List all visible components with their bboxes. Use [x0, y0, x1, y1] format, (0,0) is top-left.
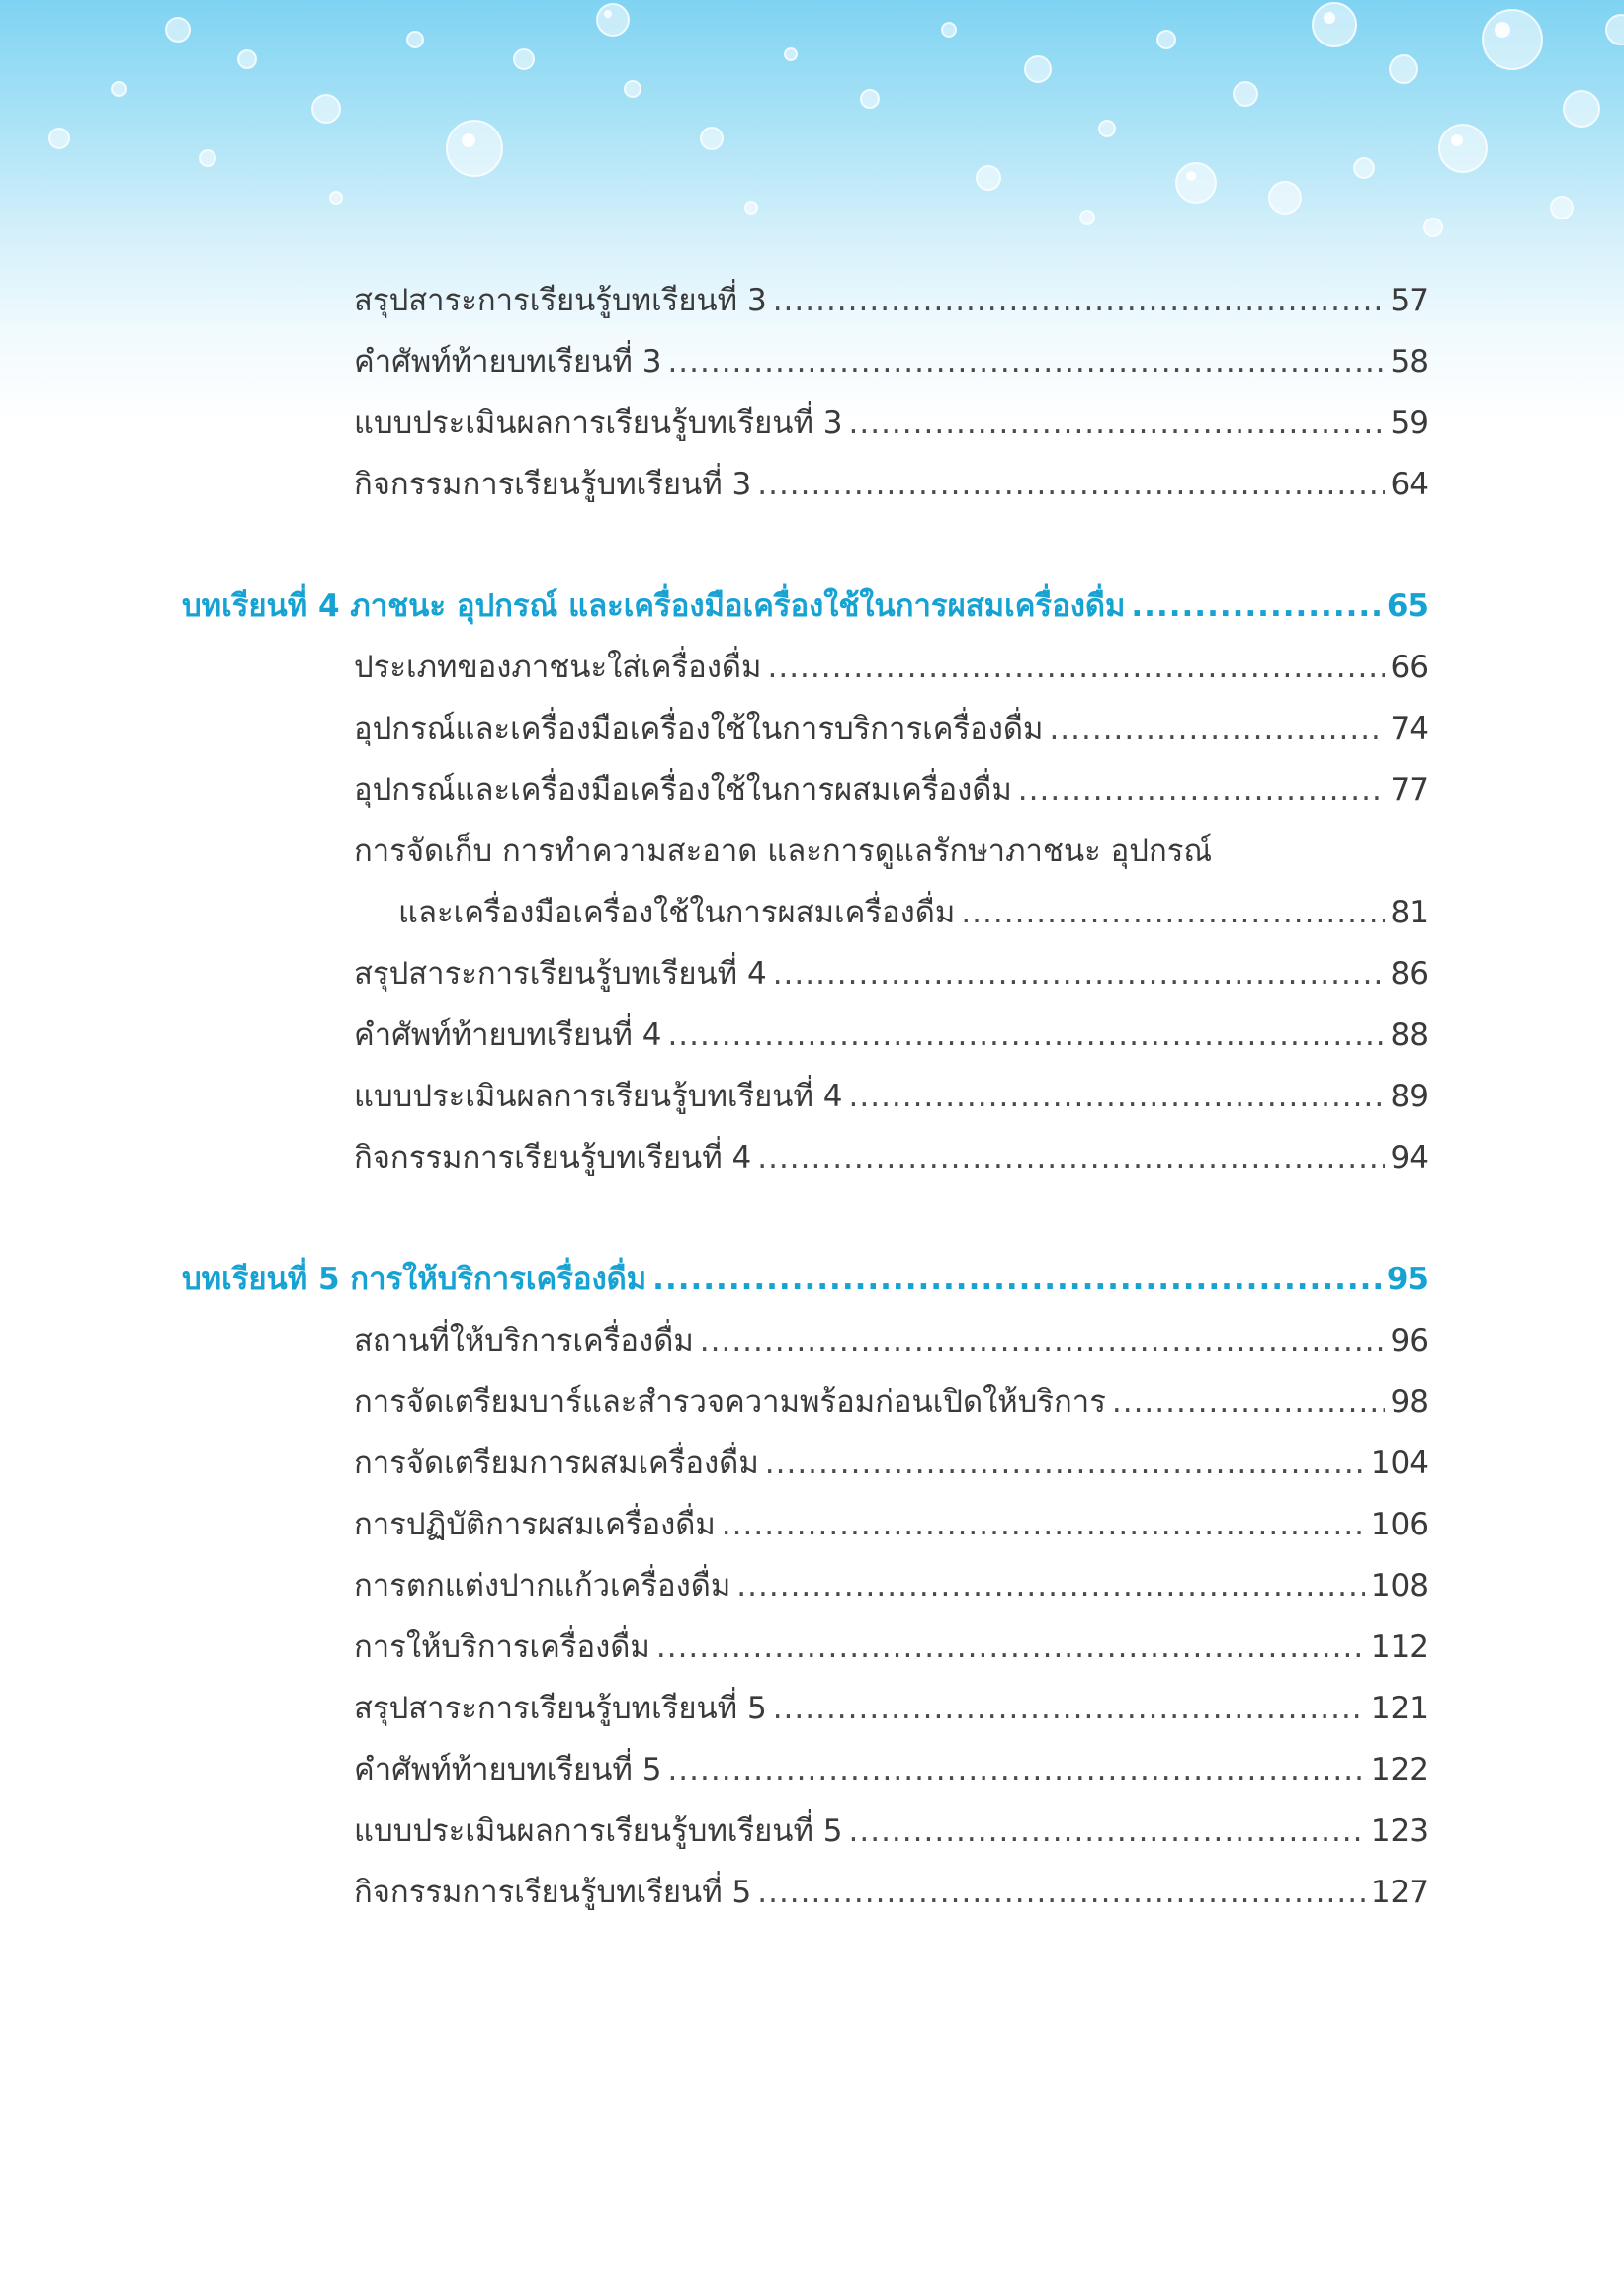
toc-entry-page: 64 — [1390, 467, 1429, 502]
toc-entry-label: กิจกรรมการเรียนรู้บทเรียนที่ 3 — [354, 467, 752, 502]
toc-entry[interactable] — [354, 1625, 1429, 1669]
dot-leader — [736, 1564, 1365, 1608]
toc-entry-label: แบบประเมินผลการเรียนรู้บทเรียนที่ 3 — [354, 405, 843, 441]
dot-leader — [773, 952, 1385, 996]
dot-leader — [773, 1687, 1365, 1730]
dot-leader — [667, 1748, 1364, 1792]
dot-leader — [667, 1013, 1384, 1057]
toc-entry-page: 123 — [1370, 1813, 1429, 1849]
toc-entry[interactable] — [354, 463, 1429, 506]
dot-leader — [849, 1809, 1365, 1853]
toc-entry[interactable] — [354, 401, 1429, 445]
toc-entry-label: สรุปสาระการเรียนรู้บทเรียนที่ 3 — [354, 283, 767, 318]
toc-entry-page: 122 — [1370, 1752, 1429, 1788]
dot-leader — [849, 1075, 1385, 1118]
toc-entry-label: อุปกรณ์และเครื่องมือเครื่องใช้ในการผสมเครื่องดื่ม — [354, 772, 1012, 808]
toc-entry-page: 88 — [1390, 1017, 1429, 1053]
dot-leader — [961, 891, 1384, 934]
dot-leader — [849, 401, 1385, 445]
toc-entry[interactable] — [354, 1564, 1429, 1608]
dot-leader — [1131, 584, 1380, 628]
toc-entry[interactable] — [354, 1380, 1429, 1424]
toc-entry[interactable] — [354, 1809, 1429, 1853]
toc-entry-multiline-second[interactable] — [398, 891, 1429, 934]
toc-entry-label: สรุปสาระการเรียนรู้บทเรียนที่ 4 — [354, 956, 767, 992]
toc-entry[interactable] — [354, 1442, 1429, 1485]
toc-entry-page: 77 — [1390, 772, 1429, 808]
toc-entry-label: การตกแต่งปากแก้วเครื่องดื่ม — [354, 1568, 731, 1604]
toc-entry-label: คำศัพท์ท้ายบทเรียนที่ 4 — [354, 1017, 662, 1053]
toc-entry-page: 108 — [1370, 1568, 1429, 1604]
toc-entry-label: สรุปสาระการเรียนรู้บทเรียนที่ 5 — [354, 1691, 767, 1726]
toc-entry-page: 106 — [1370, 1507, 1429, 1542]
toc-chapter-heading-lesson-5[interactable] — [182, 1258, 1429, 1301]
chapter-heading-page: 95 — [1386, 1262, 1429, 1297]
toc-entry[interactable] — [354, 646, 1429, 689]
toc-entry-label: และเครื่องมือเครื่องใช้ในการผสมเครื่องดื่ม — [398, 895, 956, 930]
toc-entry-page: 57 — [1390, 283, 1429, 318]
toc-entry-page: 127 — [1370, 1875, 1429, 1910]
toc-entry[interactable] — [354, 768, 1429, 812]
toc-entry-page: 66 — [1390, 650, 1429, 685]
dot-leader — [1049, 707, 1384, 750]
toc-entry[interactable] — [354, 707, 1429, 750]
toc-entry-label: แบบประเมินผลการเรียนรู้บทเรียนที่ 4 — [354, 1079, 843, 1114]
dot-leader — [722, 1503, 1365, 1546]
chapter-heading-label: บทเรียนที่ 4 ภาชนะ อุปกรณ์ และเครื่องมือเครื่องใช้ในการผสมเครื่องดื่ม — [182, 588, 1126, 624]
toc-entry[interactable] — [354, 1075, 1429, 1118]
dot-leader — [652, 1258, 1381, 1301]
toc-entry-label: การให้บริการเครื่องดื่ม — [354, 1629, 650, 1665]
toc-entry-page: 59 — [1390, 405, 1429, 441]
toc-entry[interactable] — [354, 1503, 1429, 1546]
dot-leader — [700, 1319, 1385, 1362]
toc-entry-page: 81 — [1390, 895, 1429, 930]
toc-entry-multiline-first[interactable]: การจัดเก็บ การทำความสะอาด และการดูแลรักษาภาชนะ อุปกรณ์ — [354, 833, 1213, 869]
toc-entry-page: 96 — [1390, 1323, 1429, 1358]
toc-entry-label: การปฏิบัติการผสมเครื่องดื่ม — [354, 1507, 716, 1542]
toc-entry[interactable] — [354, 1687, 1429, 1730]
toc-entry-label: กิจกรรมการเรียนรู้บทเรียนที่ 4 — [354, 1140, 752, 1176]
toc-entry[interactable] — [354, 952, 1429, 996]
toc-entry[interactable] — [354, 1748, 1429, 1792]
toc-entry-page: 112 — [1370, 1629, 1429, 1665]
toc-entry-label: กิจกรรมการเรียนรู้บทเรียนที่ 5 — [354, 1875, 752, 1910]
toc-entry-label: การจัดเตรียมบาร์และสำรวจความพร้อมก่อนเปิดให้บริการ — [354, 1384, 1106, 1420]
dot-leader — [667, 340, 1384, 384]
chapter-heading-page: 65 — [1386, 588, 1429, 624]
toc-entry-page: 121 — [1370, 1691, 1429, 1726]
toc-entry-label: ประเภทของภาชนะใส่เครื่องดื่ม — [354, 650, 762, 685]
toc-entry-page: 98 — [1390, 1384, 1429, 1420]
dot-leader — [1018, 768, 1385, 812]
toc-chapter-heading-lesson-4[interactable] — [182, 584, 1429, 628]
toc-entry-label: คำศัพท์ท้ายบทเรียนที่ 5 — [354, 1752, 662, 1788]
dot-leader — [656, 1625, 1365, 1669]
toc-entry-label: การจัดเตรียมการผสมเครื่องดื่ม — [354, 1445, 759, 1481]
dot-leader — [757, 463, 1384, 506]
dot-leader — [765, 1442, 1365, 1485]
toc-entry-label: สถานที่ให้บริการเครื่องดื่ม — [354, 1323, 694, 1358]
toc-entry[interactable] — [354, 1871, 1429, 1914]
dot-leader — [1112, 1380, 1385, 1424]
toc-entry-label: แบบประเมินผลการเรียนรู้บทเรียนที่ 5 — [354, 1813, 843, 1849]
toc-entry-page: 74 — [1390, 711, 1429, 746]
toc-entry-page: 86 — [1390, 956, 1429, 992]
toc-entry-page: 89 — [1390, 1079, 1429, 1114]
toc-entry[interactable] — [354, 279, 1429, 322]
toc-entry-label: อุปกรณ์และเครื่องมือเครื่องใช้ในการบริการเครื่องดื่ม — [354, 711, 1044, 746]
toc-entry[interactable] — [354, 340, 1429, 384]
dot-leader — [773, 279, 1385, 322]
toc-entry-label: คำศัพท์ท้ายบทเรียนที่ 3 — [354, 344, 662, 380]
toc-entry-page: 58 — [1390, 344, 1429, 380]
toc-entry[interactable] — [354, 1136, 1429, 1180]
toc-entry[interactable] — [354, 1013, 1429, 1057]
toc-entry[interactable] — [354, 1319, 1429, 1362]
dot-leader — [757, 1136, 1384, 1180]
chapter-heading-label: บทเรียนที่ 5 การให้บริการเครื่องดื่ม — [182, 1262, 647, 1297]
toc-entry-page: 104 — [1370, 1445, 1429, 1481]
dot-leader — [757, 1871, 1365, 1914]
toc-entry-page: 94 — [1390, 1140, 1429, 1176]
dot-leader — [767, 646, 1384, 689]
